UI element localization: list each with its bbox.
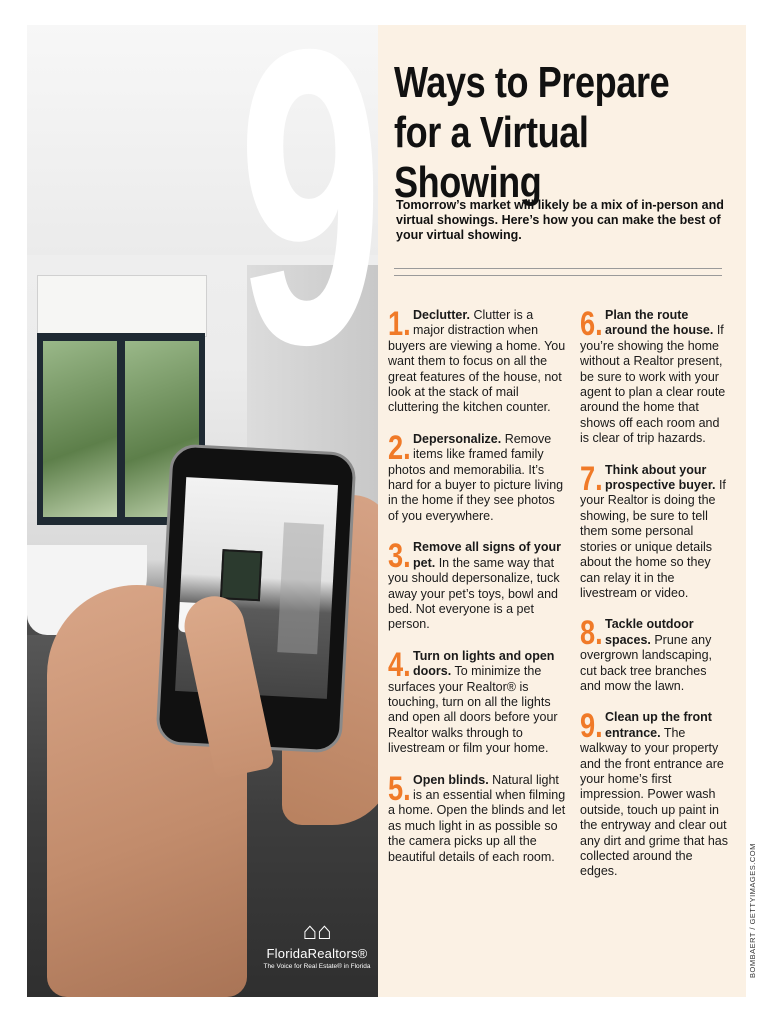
page-title: Ways to Prepare for a Virtual Showing (394, 58, 670, 207)
tip-item (580, 707, 730, 879)
tip-body: Prune any overgrown landscaping, cut back tree branches and mow the lawn. (580, 632, 713, 693)
tip-heading: Clean up the front entrance. (605, 710, 712, 740)
tip-body: In the same way that you should depersonalize, tuck away your pet’s toys, bowl and bed. Not everyone is a pet person. (388, 555, 560, 632)
tip-item (388, 769, 566, 865)
divider (394, 268, 722, 282)
tip-number: 5. (388, 769, 411, 808)
tip-heading: Depersonalize. (413, 431, 502, 446)
tip-heading: Turn on lights and open doors. (413, 648, 555, 679)
tip-number: 4. (388, 645, 411, 684)
tip-item (388, 537, 566, 632)
hero-number: 9 (238, 0, 377, 432)
tip-item (388, 428, 566, 524)
screen-shower (277, 522, 324, 654)
tip-heading: Tackle outdoor spaces. (605, 617, 694, 647)
intro-text: Tomorrow’s market will likely be a mix of in-person and virtual showings. Here’s how you can make the best of your virtual showing. (396, 198, 724, 242)
tip-body: Clutter is a major distraction when buyers are viewing a home. You want them to focus on all the great features of the house, not look at the stack of mail cluttering the kitchen counter. (388, 308, 566, 415)
tip-body: Natural light is an essential when filming a home. Open the blinds and let as much light in as possible so the camera picks up all the beautiful details of each room. (388, 772, 566, 864)
tip-body: To minimize the surfaces your Realtor® is touching, turn on all the lights and open all doors before your Realtor walks through to livestream or film your home. (388, 664, 558, 756)
tip-item (388, 645, 566, 757)
window-pane (43, 341, 117, 517)
tip-number: 1. (388, 305, 411, 343)
tip-item (580, 459, 730, 602)
tip-body: The walkway to your property and the front entrance are your home’s first impression. Power wash outside, touch up paint in the entryway and clear out any dirt and grime that has collected around the edges. (580, 725, 728, 879)
screen-window (220, 549, 263, 601)
tip-body: Remove items like framed family photos and memorabilia. It’s hard for a buyer to picture living in the home if they see photos of you everywhere. (388, 431, 564, 523)
tip-heading: Plan the route around the house. (605, 308, 714, 338)
tip-number: 6. (580, 305, 603, 343)
tip-body: If your Realtor is doing the showing, be sure to tell them some personal stories or unique details about the home so they can relay it in the livestream or video. (580, 478, 726, 600)
tip-heading: Remove all signs of your pet. (413, 540, 561, 570)
tip-heading: Think about your prospective buyer. (605, 462, 716, 493)
tip-item (580, 614, 730, 694)
photo-credit: BOMBAERT / GETTYIMAGES.COM (748, 843, 757, 978)
window-blind (37, 275, 207, 337)
florida-realtors-logo (262, 918, 372, 970)
tip-number: 2. (388, 428, 411, 467)
logo-name: FloridaRealtors® (266, 946, 368, 961)
tip-heading: Declutter. (413, 308, 470, 322)
logo-tagline: The Voice for Real Estate® in Florida (263, 963, 371, 970)
tip-heading: Open blinds. (413, 772, 489, 787)
tip-number: 9. (580, 707, 603, 746)
tip-number: 7. (580, 459, 603, 498)
tips-column-left (388, 305, 566, 881)
tip-number: 3. (388, 537, 411, 576)
houses-icon: ⌂⌂ (302, 918, 332, 945)
tips-column-right (580, 305, 730, 896)
tip-item (580, 305, 730, 447)
tip-item (388, 305, 566, 416)
tip-body: If you’re showing the home without a Realtor present, be sure to work with your agent to plan a clear route around the home that shows off each room and is clear of trip hazards. (580, 323, 726, 446)
tip-number: 8. (580, 614, 603, 653)
